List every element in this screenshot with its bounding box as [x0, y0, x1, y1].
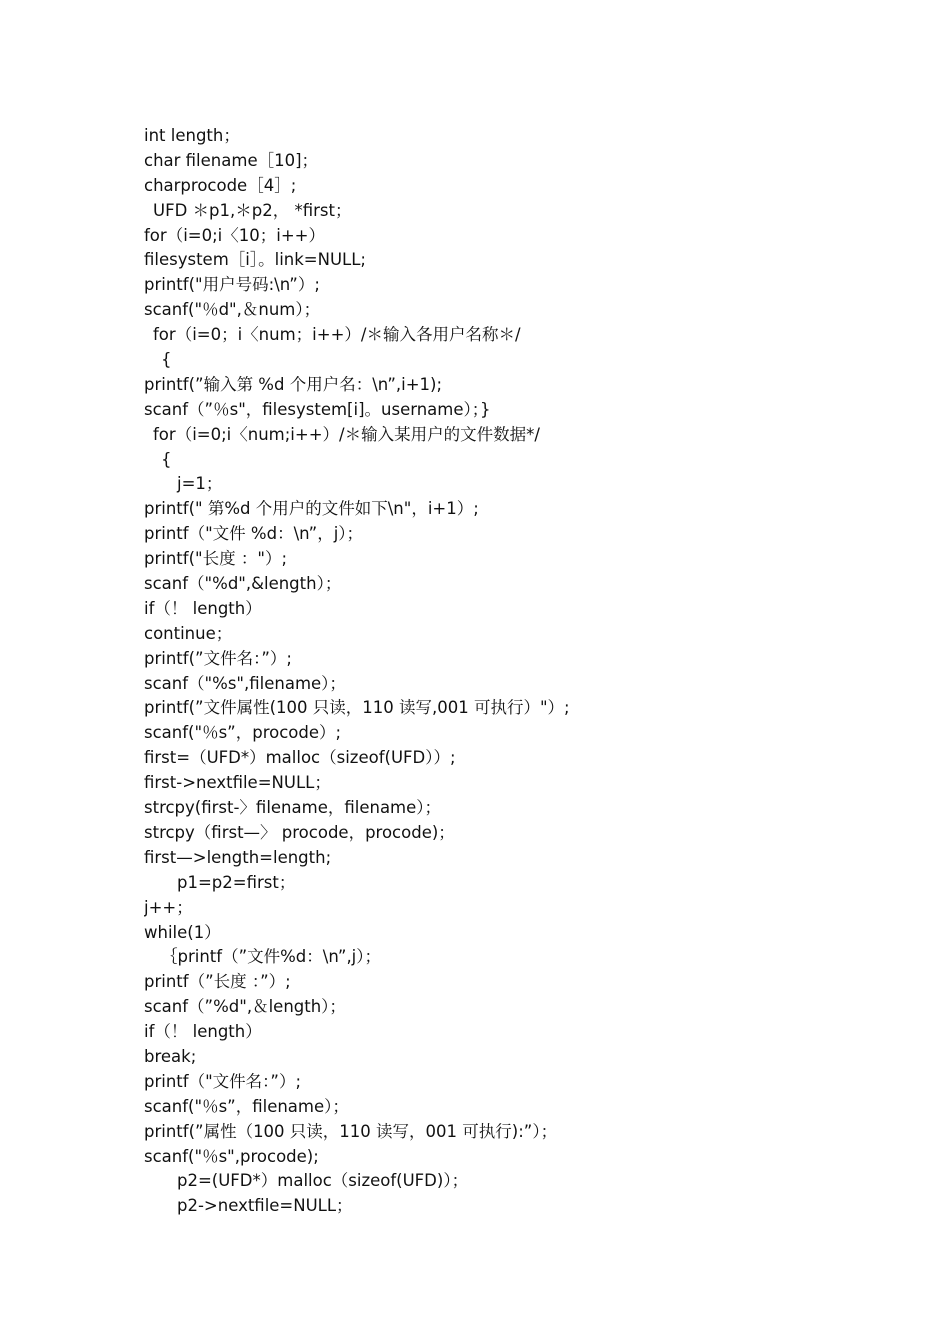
code-listing — [144, 124, 864, 1219]
code-line: continue； — [144, 623, 233, 643]
code-line: for（i=0;i〈10；i++） — [144, 225, 325, 245]
code-line: printf(”文件属性(100 只读，110 读写,001 可执行）"）; — [144, 698, 570, 718]
code-line: scanf("％s”，procode）; — [144, 723, 342, 743]
code-line: j++； — [144, 897, 193, 917]
code-line: if（！ length） — [144, 598, 262, 618]
code-line: first—>length=length; — [144, 847, 332, 867]
code-line: first->nextfile=NULL； — [144, 773, 331, 793]
code-line: filesystem［i］。link=NULL; — [144, 250, 366, 270]
code-line: scanf（”％s"，filesystem[i]。username）；} — [144, 399, 491, 419]
code-line: p2->nextfile=NULL； — [177, 1196, 353, 1216]
code-line: scanf("％s",procode); — [144, 1146, 319, 1166]
code-line: printf（”长度 ：”）; — [144, 972, 291, 992]
code-line: if（！ length） — [144, 1022, 262, 1042]
code-line: printf(”输入第 %d 个用户名：\n”,i+1); — [144, 374, 443, 394]
code-line: strcpy（first—〉 procode，procode)； — [144, 822, 455, 842]
code-line: printf（"文件名：”）; — [144, 1071, 302, 1091]
code-line: for（i=0;i〈num;i++）/＊输入某用户的文件数据*/ — [153, 424, 540, 444]
code-line: ｛printf（”文件%d：\n”,j）； — [161, 947, 382, 967]
code-line: first=（UFD*）malloc（sizeof(UFD））; — [144, 748, 456, 768]
code-line: printf(”文件名：”）; — [144, 648, 292, 668]
code-line: break; — [144, 1046, 197, 1066]
code-line: scanf（”%d",＆length）； — [144, 997, 346, 1017]
code-line: strcpy(first-〉filename，filename）； — [144, 798, 442, 818]
code-line: while(1） — [144, 922, 221, 942]
code-line: charprocode［4］; — [144, 175, 297, 195]
code-line: printf("用户号码:\n”）; — [144, 275, 320, 295]
code-line: char filename［10]； — [144, 150, 319, 170]
code-line: int length； — [144, 126, 240, 145]
code-line: printf（"文件 %d：\n”，j）； — [144, 524, 364, 544]
code-line: p1=p2=first； — [177, 872, 296, 892]
code-line: printf(”属性（100 只读，110 读写，001 可执行):”）； — [144, 1121, 558, 1141]
code-line: printf("长度 ："）; — [144, 549, 287, 569]
code-line: UFD ＊p1,＊p2， *first； — [153, 200, 352, 220]
code-line: for（i=0；i〈num；i++）/＊输入各用户名称＊/ — [153, 325, 521, 345]
code-line: scanf（"%s",filename）； — [144, 673, 346, 693]
code-line: scanf("％s”，filename）； — [144, 1096, 349, 1116]
code-line: p2=(UFD*）malloc（sizeof(UFD)）； — [177, 1171, 469, 1191]
code-line: scanf（"%d",&length）； — [144, 574, 342, 594]
code-line: printf(" 第%d 个用户的文件如下\n"，i+1）; — [144, 499, 479, 519]
code-line: { — [161, 350, 172, 370]
code-line: scanf("％d",＆num）； — [144, 300, 321, 320]
code-line: j=1； — [177, 474, 223, 494]
code-line: { — [161, 449, 172, 469]
